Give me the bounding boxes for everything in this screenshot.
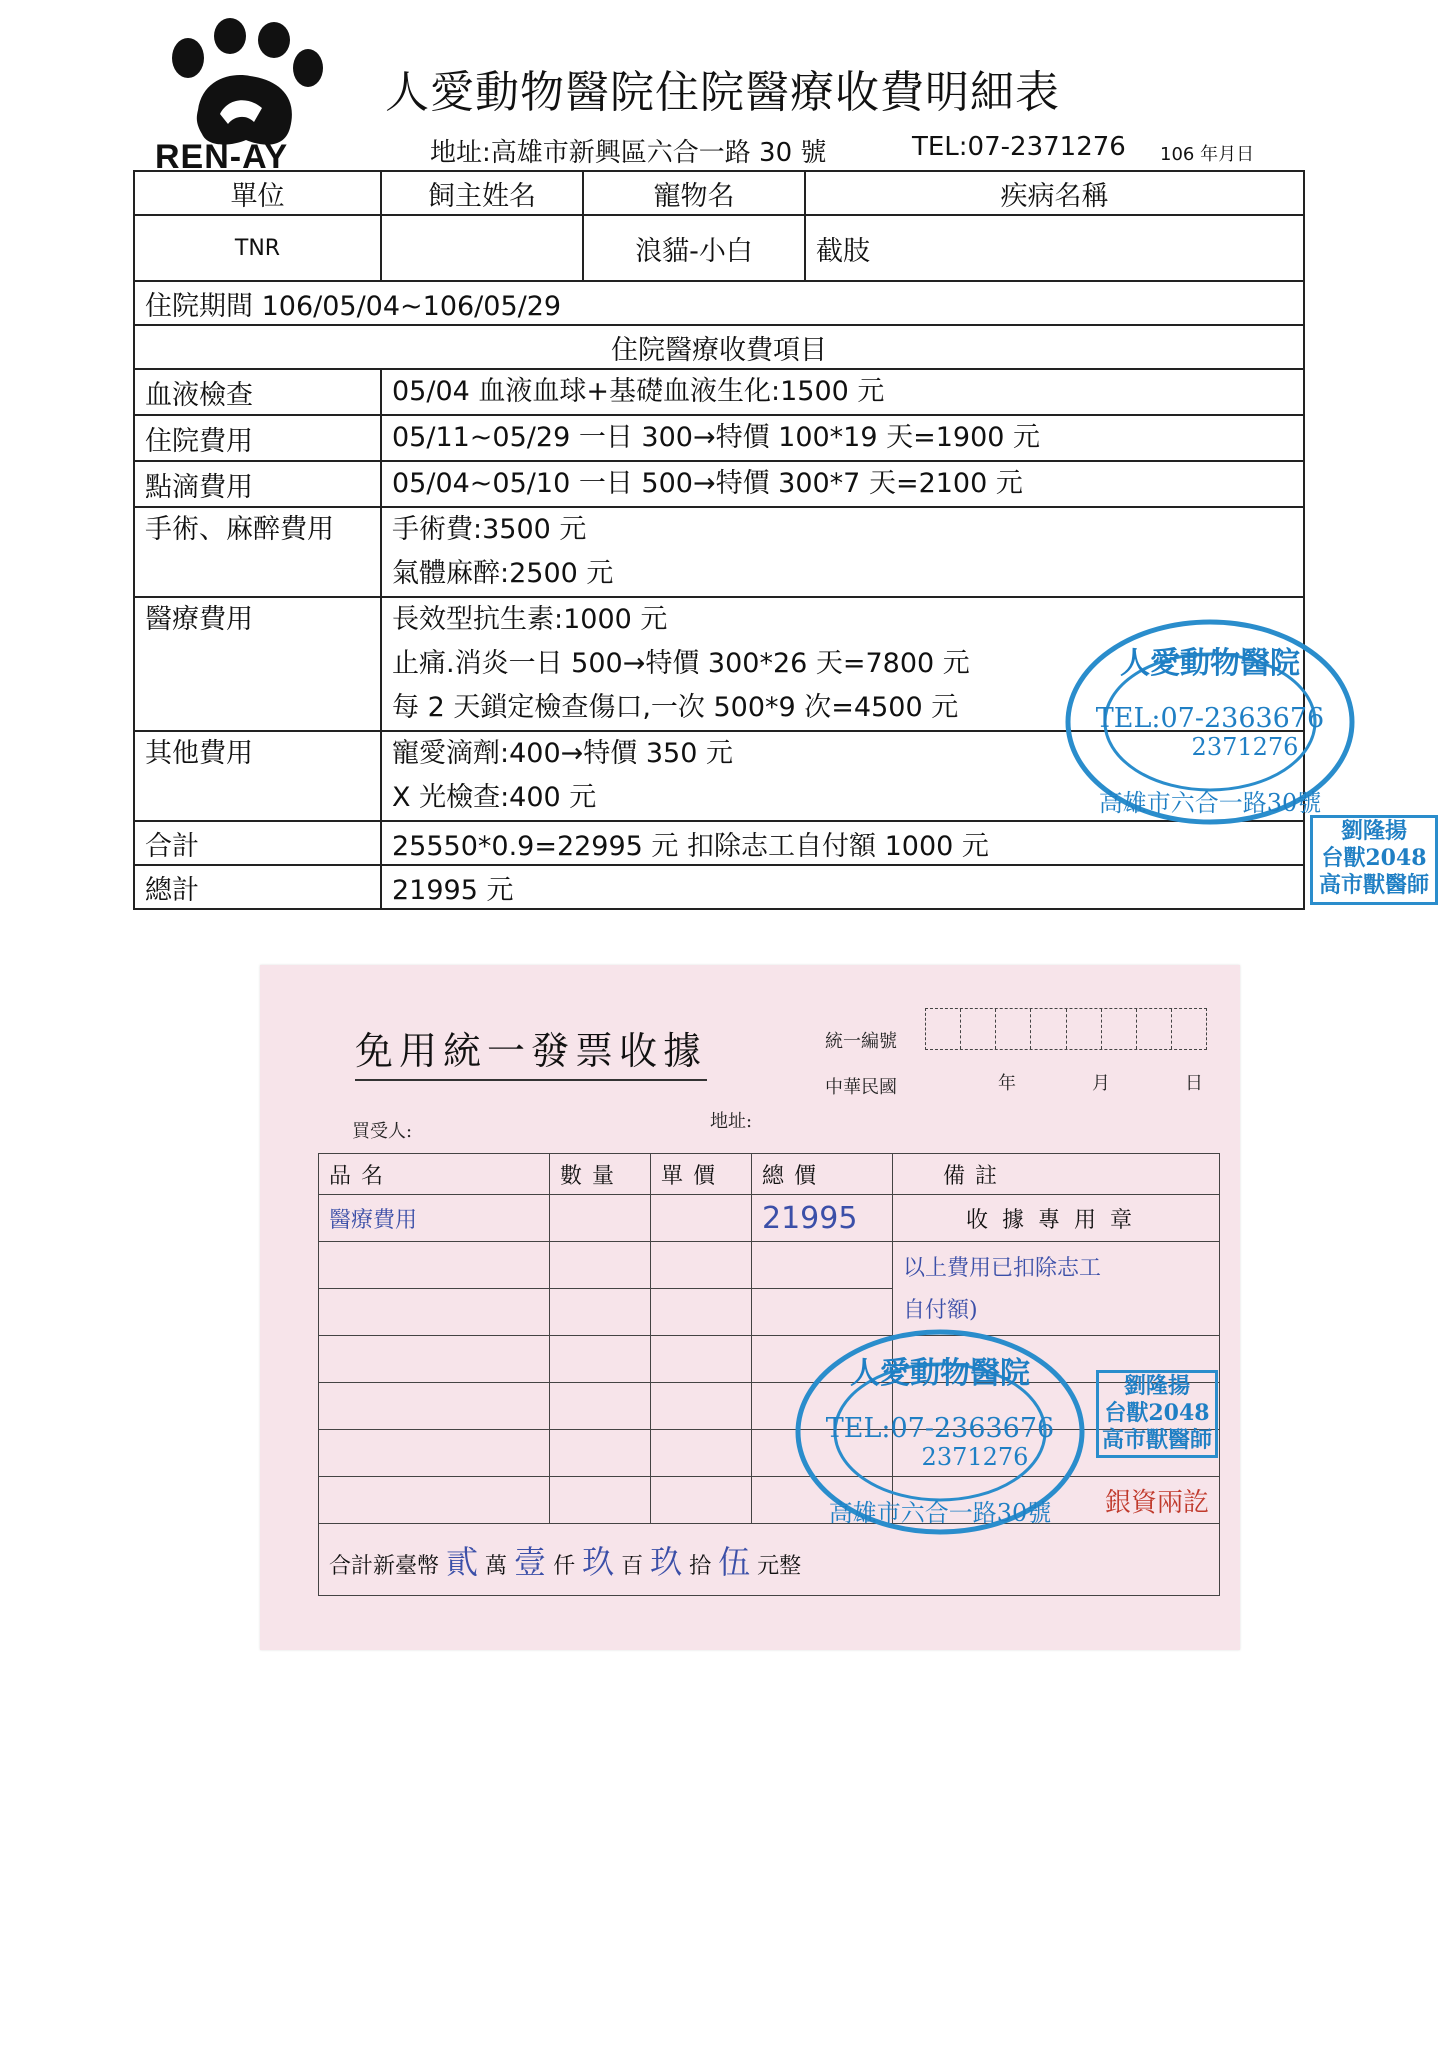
- receipt-total-row: 合計新臺幣 貳 萬 壹 仟 玖 百 玖 拾 伍 元整: [319, 1524, 1220, 1596]
- tax-id-label: 統一編號: [825, 1031, 897, 1052]
- remark-handwritten: 以上費用已扣除志工 自付額): [893, 1242, 1220, 1336]
- charge-label: 血液檢查: [134, 369, 381, 415]
- day-label: 日: [1185, 1073, 1203, 1094]
- charge-label: 手術、麻醉費用: [134, 507, 381, 597]
- receipt-seal-label: 收據專用章: [893, 1195, 1220, 1242]
- total-label: 總計: [134, 865, 381, 909]
- svg-text:高雄市六合一路30號: 高雄市六合一路30號: [828, 1499, 1052, 1527]
- vet-chop-stamp: 劉隆揚 台獸2048 高市獸醫師: [1310, 815, 1438, 905]
- charge-detail: 長效型抗生素:1000 元 止痛.消炎一日 500→特價 300*26 天=7800 元 每 2 天鎖定檢查傷口,一次 500*9 次=4500 元: [381, 597, 1304, 731]
- charge-detail: 05/04 血液血球+基礎血液生化:1500 元: [381, 369, 1304, 415]
- month-label: 月: [1092, 1073, 1110, 1094]
- value-unit: TNR: [134, 215, 381, 281]
- receipt-clinic-seal-stamp: [790, 1325, 1090, 1540]
- clinic-seal-stamp: [1060, 615, 1360, 830]
- charge-label: 住院費用: [134, 415, 381, 461]
- subtotal-value: 25550*0.9=22995 元 扣除志工自付額 1000 元: [381, 821, 1304, 865]
- receipt-vet-chop-stamp: 劉隆揚 台獸2048 高市獸醫師: [1096, 1370, 1218, 1458]
- header-pet: 寵物名: [583, 171, 805, 215]
- seal-name: 人愛動物醫院: [1120, 646, 1300, 681]
- charge-detail: 寵愛滴劑:400→特價 350 元 X 光檢查:400 元: [381, 731, 1304, 821]
- seal-tel2: 2371276: [1191, 733, 1299, 761]
- receipt: [260, 965, 1240, 1650]
- total-value: 21995 元: [381, 865, 1304, 909]
- col-unit-price: 單價: [651, 1154, 752, 1195]
- stay-period: 住院期間 106/05/04~106/05/29: [134, 281, 1304, 325]
- seal-tel: TEL:07-2363676: [1095, 703, 1325, 734]
- year-label: 年: [998, 1073, 1016, 1094]
- receipt-title: 免用統一發票收據: [355, 1020, 707, 1081]
- roc-label: 中華民國: [825, 1077, 897, 1098]
- svg-text:TEL:07-2363676: TEL:07-2363676: [825, 1413, 1055, 1444]
- header-disease: 疾病名稱: [805, 171, 1304, 215]
- item-total-handwritten: 21995: [752, 1195, 893, 1242]
- header-owner: 飼主姓名: [381, 171, 583, 215]
- value-pet: 浪貓-小白: [583, 215, 805, 281]
- value-owner: [381, 215, 583, 281]
- buyer-label: 買受人:: [352, 1121, 413, 1142]
- receipt-address-label: 地址:: [710, 1111, 753, 1132]
- col-total-price: 總價: [752, 1154, 893, 1195]
- clinic-address: 地址:高雄市新興區六合一路 30 號: [430, 138, 827, 168]
- charge-detail: 05/04~05/10 一日 500→特價 300*7 天=2100 元: [381, 461, 1304, 507]
- svg-text:2371276: 2371276: [921, 1443, 1029, 1471]
- clinic-tel: TEL:07-2371276: [912, 132, 1126, 162]
- charge-detail: 05/11~05/29 一日 300→特價 100*19 天=1900 元: [381, 415, 1304, 461]
- col-remarks: 備註: [893, 1154, 1220, 1195]
- document-date: 106 年月日: [1160, 144, 1255, 165]
- value-disease: 截肢: [805, 215, 1304, 281]
- charge-label: 點滴費用: [134, 461, 381, 507]
- charge-label: 醫療費用: [134, 597, 381, 731]
- item-name-handwritten: 醫療費用: [319, 1195, 550, 1242]
- charge-detail: 手術費:3500 元 氣體麻醉:2500 元: [381, 507, 1304, 597]
- charge-label: 其他費用: [134, 731, 381, 821]
- section-title: 住院醫療收費項目: [134, 325, 1304, 369]
- seal-address: 高雄市六合一路30號: [1098, 789, 1322, 817]
- page-title: 人愛動物醫院住院醫療收費明細表: [385, 67, 1060, 118]
- tax-id-boxes: [925, 1008, 1207, 1050]
- svg-text:人愛動物醫院: 人愛動物醫院: [850, 1356, 1030, 1391]
- header-unit: 單位: [134, 171, 381, 215]
- brand-name: REN-AY: [155, 138, 289, 176]
- subtotal-label: 合計: [134, 821, 381, 865]
- col-item-name: 品名: [319, 1154, 550, 1195]
- bank-stamp-text: 銀資兩訖: [893, 1477, 1220, 1524]
- col-quantity: 數量: [550, 1154, 651, 1195]
